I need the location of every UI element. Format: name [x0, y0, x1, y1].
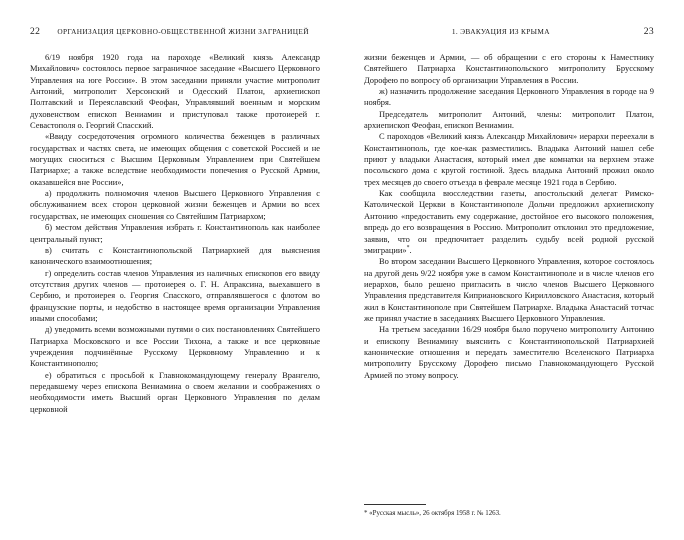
footnote-separator — [364, 504, 426, 505]
footnote-area — [364, 499, 654, 518]
paragraph: Председатель митрополит Антоний, члены: митрополит Платон, архиепископ Феофан, епископ Вениамин. — [364, 108, 654, 131]
paragraph: С пароходов «Великий князь Александр Михайлович» иерархи переехали в Константинополь, где кое-как разместились. Владыка Антоний нашел себе приют у владыки Анастасия, который имел две комнатки на верхнем этаже посольского дома с кругой гостиной. Здесь владыка Антоний прожил около трех месяцев до своего отъезда в феврале месяце 1921 года в Сербию. — [364, 131, 654, 187]
folio-left: 22 — [30, 26, 41, 37]
running-head-right — [364, 26, 654, 38]
paragraph-with-footnote-ref — [364, 188, 654, 256]
page-left — [30, 26, 342, 518]
page-right — [342, 26, 654, 518]
paragraph: б) местом действия Управления избрать г. Константинополь как наиболее центральный пункт; — [30, 222, 320, 244]
running-head-left — [30, 26, 320, 38]
paragraph: д) уведомить всеми возможными путями о сих постановлениях Святейшего Патриарха Московского и все России Тихона, а также и все церковные учреждения подчинённые Русскому Церковному Управлению и к Константинополю; — [30, 324, 320, 369]
paragraph: 6/19 ноября 1920 года на пароходе «Великий князь Александр Михайлович» состоялось первое заграничное заседание «Высшего Церковного Управления на юге России». В этом заседании приняли участие митрополит Антоний, митрополит Херсонский и Одесский Платон, архиепископ Полтавский и Переяславский Феофан, Управлявший военным и морским духовенством епископ Вениамин и приступовал также протоиерей г. Севастополя о. Георгий Спасский. — [30, 52, 320, 131]
page-body-left — [30, 52, 320, 518]
running-title-left: ОРГАНИЗАЦИЯ ЦЕРКОВНО-ОБЩЕСТВЕННОЙ ЖИЗНИ ЗАГРАНИЦЕЙ — [57, 27, 309, 36]
paragraph: жизни беженцев и Армии, — об обращении с его стороны к Наместнику Святейшего Патриарха Константинопольского митрополиту Брусскому Дорофею по вопросу об организации Управления в России. — [364, 52, 654, 85]
paragraph: е) обратиться с просьбой к Главнокомандующему генералу Врангелю, передавшему через епископа Вениамина о своем желании и соображениях о необходимости иметь Высший орган Церковного Управления по делам церковной — [30, 369, 320, 414]
paragraph: «Ввиду сосредоточения огромного количества беженцев в различных государствах и частях света, не имеющих общения с советской Россией и не могущих сноситься с Высшим Церковным Управлением при Святейшем Патриархе; а также вследствие необходимости попечения о Русской Армии, оказавшейся вне России», — [30, 131, 320, 187]
running-title-right: 1. ЭВАКУАЦИЯ ИЗ КРЫМА — [451, 27, 550, 36]
page-body-right — [364, 52, 654, 499]
paragraph: а) продолжить полномочия членов Высшего Церковного Управления с обслуживанием всех сторон церковной жизни беженцев и Армии во всех государствах, не имеющих сношения со Святейшим Патриархом; — [30, 188, 320, 221]
paragraph: г) определить состав членов Управления из наличных епископов его ввиду отсутствия других членов — протоиерея о. Г. Н. Апраксина, выехавшего в Сербию, и протоиерея о. Георгия Спасского, отправлявшегося с флотом во французские порты, и недобство в настоящее время организации Управления иными способами; — [30, 267, 320, 323]
paragraph: На третьем заседании 16/29 ноября было поручено митрополиту Антонию и епископу Вениамину выяснить с Константинопольской Патриархией канонические отношения и передать заместителю Вселенского Патриарха митрополиту Брусскому Дорофею письмо Главнокомандующего Русской Армией по этому вопросу. — [364, 324, 654, 380]
folio-right: 23 — [643, 26, 654, 37]
paragraph: Во втором заседании Высшего Церковного Управления, которое состоялось на другой день 9/22 ноября уже в самом Константинополе и в числе членов его иерархов, было решено пригласить в число членов Высшего Церковного Управления представителя Киприановского Кирилловского Анастасия, который жил в Константинополе при Святейшем Патриархе. Владыка Анастасий тотчас же принял участие в заседаниях Высшего Церковного Управления. — [364, 256, 654, 323]
paragraph-text: Как сообщила вюсследствии газеты, апостольский делегат Римско-Католической Церкви в Константинополе Дольчи предложил архиепископу Антонию «предоставить ему содержание, достойное его высокого положения, впредь до его возвращения в Россию. Митрополит отклонил это предложение, заявив, что он предпочитает разделить судьбу всей родной русской эмиграции»*. — [364, 188, 654, 255]
footnote-text: * «Русская мысль», 26 октября 1958 г. № 1263. — [364, 510, 501, 517]
paragraph: в) считать с Константинопольской Патриархией для выяснения канонического взаимоотношения; — [30, 244, 320, 267]
paragraph: ж) назначить продолжение заседания Церковного Управления в городе на 9 ноября. — [364, 86, 654, 108]
